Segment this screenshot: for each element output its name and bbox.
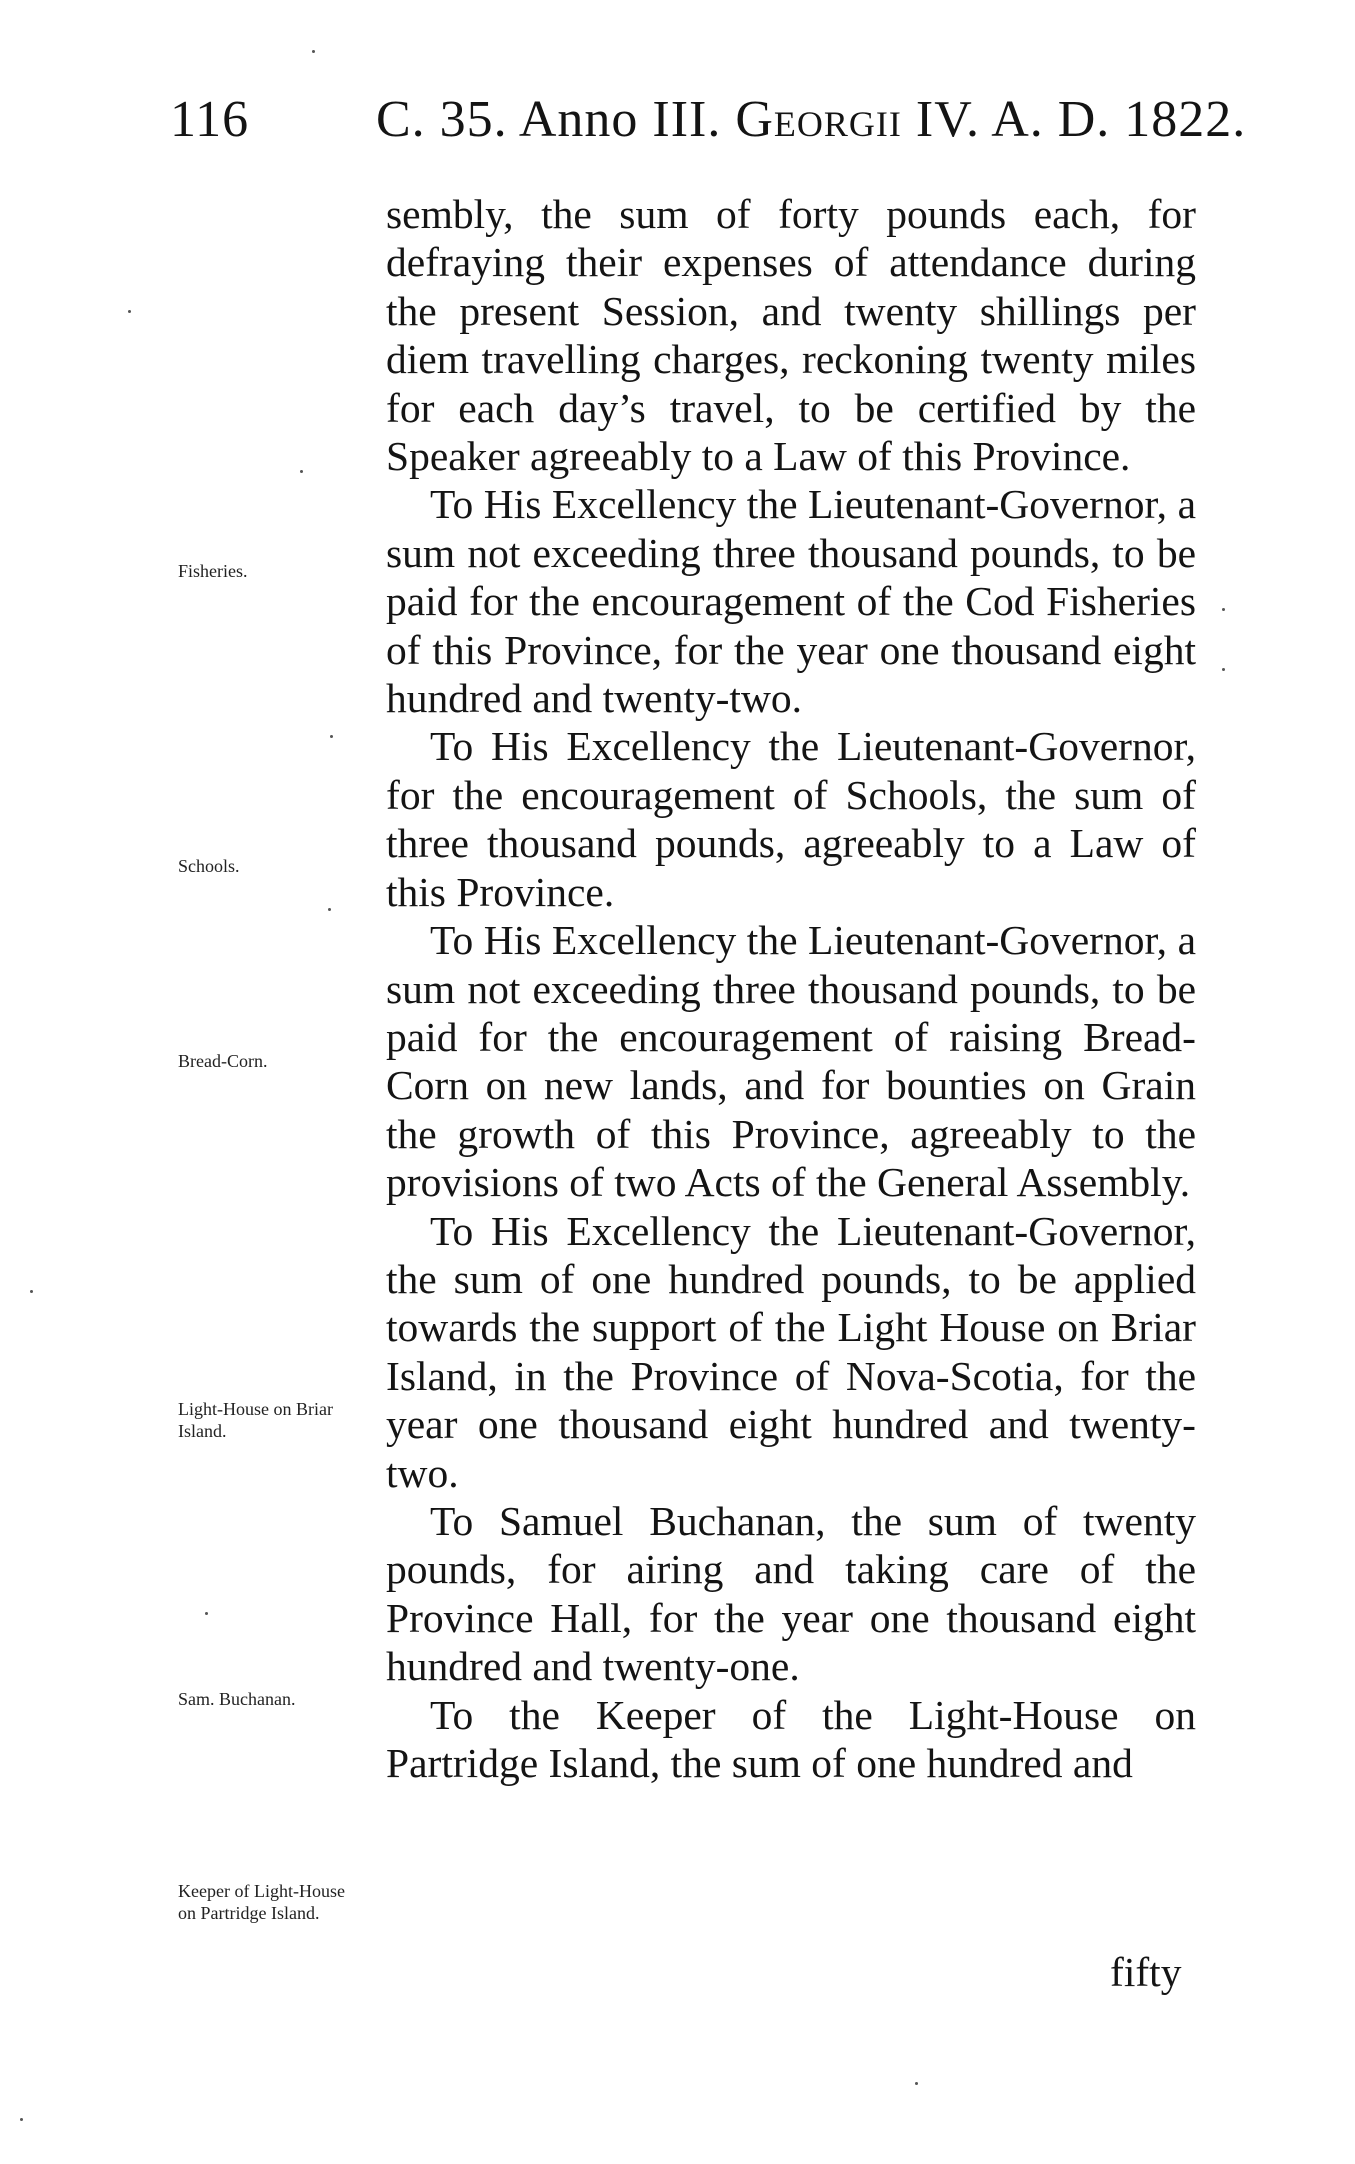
catchword: fifty bbox=[1110, 1949, 1182, 1995]
running-header bbox=[170, 85, 1247, 155]
entry-assembly-continued: sembly, the sum of forty pounds each, for defraying their expenses of attendance during the present Session, and twenty shillings per diem travelling charges, reckoning twenty miles for each day’s travel, to be certified by the Speaker agreeably to a Law of this Province. bbox=[386, 191, 1196, 480]
margin-note-buchanan: Sam. Buchanan. bbox=[178, 1689, 296, 1709]
margin-note-fisheries: Fisheries. bbox=[178, 561, 248, 581]
chapter-number: C. 35. bbox=[376, 91, 508, 148]
paper-speck bbox=[300, 470, 303, 473]
paper-speck bbox=[312, 50, 315, 53]
paper-speck bbox=[205, 1612, 208, 1615]
paper-speck bbox=[128, 310, 131, 313]
margin-note-bread-corn: Bread-Corn. bbox=[178, 1051, 268, 1071]
paper-speck bbox=[915, 2082, 918, 2085]
paper-speck bbox=[20, 2118, 23, 2121]
paper-speck bbox=[328, 908, 331, 911]
page-number: 116 bbox=[170, 91, 250, 148]
margin-note-schools: Schools. bbox=[178, 856, 240, 876]
paper-speck bbox=[1222, 608, 1225, 611]
paper-speck bbox=[330, 735, 333, 738]
paper-speck bbox=[1222, 668, 1225, 671]
entry-samuel-buchanan: To Samuel Buchanan, the sum of twenty pounds, for airing and taking care of the Province Hall, for the year one thousand eight hundred and twenty-one. bbox=[386, 1497, 1196, 1690]
margin-note-light-house: Light-House on Briar Island. bbox=[178, 1399, 333, 1441]
entry-bread-corn: To His Excellency the Lieutenant-Governor, a sum not exceeding three thousand pounds, to be paid for the encouragement of raising Bread-Corn on new lands, and for bounties on Grain the growth of this Province, agreeably to the provisions of two Acts of the General Assembly. bbox=[386, 917, 1196, 1206]
entry-light-house-briar-island: To His Excellency the Lieutenant-Governor, the sum of one hundred pounds, to be applied towards the support of the Light House on Briar Island, in the Province of Nova-Scotia, for the year one thousand eight hundred and twenty-two. bbox=[386, 1207, 1196, 1496]
calendar-year: A. D. 1822. bbox=[991, 91, 1247, 148]
paper-speck bbox=[30, 1290, 33, 1293]
body-text bbox=[386, 190, 1196, 1787]
entry-partridge-island-keeper: To the Keeper of the Light-House on Partridge Island, the sum of one hundred and bbox=[386, 1691, 1196, 1786]
running-title bbox=[376, 85, 1246, 155]
margin-note-keeper: Keeper of Light-House on Partridge Island. bbox=[178, 1881, 345, 1923]
regnal-year: Anno III. bbox=[518, 91, 722, 148]
entry-schools: To His Excellency the Lieutenant-Governor, for the encouragement of Schools, the sum of three thousand pounds, agreeably to a Law of this Province. bbox=[386, 723, 1196, 915]
king-name: Georgii IV. bbox=[735, 91, 981, 148]
entry-fisheries: To His Excellency the Lieutenant-Governor, a sum not exceeding three thousand pounds, to be paid for the encouragement of the Cod Fisheries of this Province, for the year one thousand eight hundred and twenty-two. bbox=[386, 481, 1196, 722]
